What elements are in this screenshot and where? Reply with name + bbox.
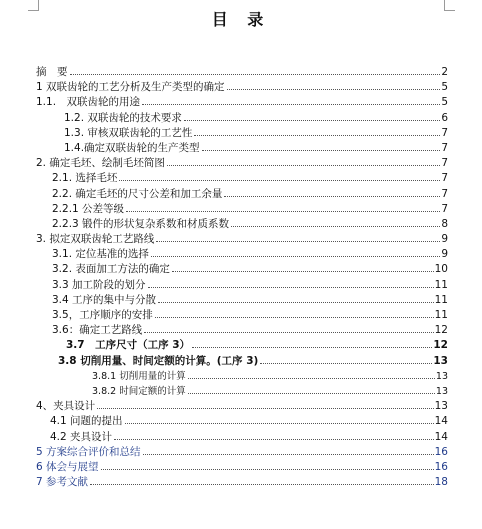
dot-leader (167, 165, 440, 166)
toc-entry[interactable] (36, 140, 448, 155)
toc-entry-page-number: 16 (434, 460, 448, 473)
toc-entry[interactable] (36, 474, 448, 489)
dot-leader (172, 271, 434, 272)
table-of-contents (36, 64, 448, 489)
toc-entry-page-number: 9 (441, 233, 448, 246)
toc-entry-label: 2.2.1 公差等级 (52, 202, 125, 215)
toc-entry-label: 3. 拟定双联齿轮工艺路线 (36, 233, 155, 246)
toc-entry-label: 1.3. 审核双联齿轮的工艺性 (64, 126, 193, 139)
toc-entry[interactable] (36, 155, 448, 170)
dot-leader (158, 302, 434, 303)
toc-entry-label: 1 双联齿轮的工艺分析及生产类型的确定 (36, 81, 225, 94)
toc-entry[interactable] (36, 170, 448, 185)
toc-entry-page-number: 10 (434, 263, 448, 276)
toc-entry[interactable] (36, 216, 448, 231)
dot-leader (144, 332, 433, 333)
toc-entry-label: 2.2. 确定毛坯的尺寸公差和加工余量 (52, 187, 223, 200)
toc-entry-label: 摘 要 (36, 66, 68, 78)
toc-entry[interactable] (36, 322, 448, 337)
dot-leader (231, 226, 440, 227)
toc-entry-page-number: 13 (435, 385, 448, 397)
toc-entry-label: 1.2. 双联齿轮的技术要求 (64, 111, 182, 124)
dot-leader (151, 256, 440, 257)
toc-entry[interactable] (36, 261, 448, 276)
toc-entry-label: 2.1. 选择毛坯 (52, 172, 118, 185)
toc-entry[interactable] (36, 94, 448, 109)
toc-entry[interactable] (36, 413, 448, 428)
dot-leader (119, 180, 440, 181)
toc-entry-label: 3.7 工序尺寸（工序 3） (66, 339, 191, 352)
dot-leader (188, 378, 435, 379)
dot-leader (101, 469, 434, 470)
toc-entry-page-number: 7 (441, 202, 448, 215)
toc-entry[interactable] (36, 459, 448, 474)
toc-entry-page-number: 13 (435, 370, 448, 382)
toc-entry-page-number: 13 (433, 354, 448, 367)
toc-entry-label: 2.2.3 锻件的形状复杂系数和材质系数 (52, 217, 230, 230)
dot-leader (148, 287, 434, 288)
toc-entry-page-number: 14 (434, 430, 448, 443)
toc-entry[interactable] (36, 398, 448, 413)
dot-leader (260, 363, 432, 364)
toc-entry[interactable] (36, 246, 448, 261)
toc-entry-label: 7 参考文献 (36, 476, 89, 489)
dot-leader (142, 104, 440, 105)
dot-leader (194, 135, 440, 136)
toc-entry-page-number: 12 (433, 339, 448, 352)
dot-leader (125, 423, 434, 424)
toc-entry[interactable] (36, 231, 448, 246)
toc-entry-page-number: 7 (441, 157, 448, 170)
toc-entry[interactable] (36, 201, 448, 216)
toc-entry-label: 1.4.确定双联齿轮的生产类型 (64, 141, 200, 154)
toc-entry-page-number: 11 (434, 293, 448, 306)
dot-leader (202, 150, 441, 151)
toc-title: 目 录 (211, 10, 271, 29)
toc-entry[interactable] (36, 110, 448, 125)
toc-entry-page-number: 12 (434, 324, 448, 337)
toc-entry[interactable] (36, 277, 448, 292)
toc-entry-page-number: 9 (441, 248, 448, 261)
toc-entry-label: 3.8.1 切削用量的计算 (92, 370, 186, 382)
toc-entry-page-number: 2 (441, 66, 448, 78)
dot-leader (143, 454, 434, 455)
toc-entry[interactable] (36, 292, 448, 307)
dot-leader (224, 196, 440, 197)
toc-entry-label: 6 体会与展望 (36, 460, 99, 473)
toc-entry-label: 3.5，工序顺序的安排 (52, 309, 153, 321)
toc-entry-label: 3.6：确定工艺路线 (52, 324, 143, 337)
dot-leader (188, 393, 435, 394)
toc-entry-page-number: 13 (434, 400, 448, 413)
toc-entry-page-number: 7 (441, 172, 448, 185)
toc-entry-label: 3.4 工序的集中与分散 (52, 293, 157, 306)
dot-leader (227, 89, 441, 90)
toc-entry[interactable] (36, 125, 448, 140)
toc-entry[interactable] (36, 186, 448, 201)
toc-entry-page-number: 7 (441, 187, 448, 200)
toc-entry[interactable] (36, 429, 448, 444)
dot-leader (70, 74, 441, 75)
toc-entry-label: 5 方案综合评价和总结 (36, 445, 141, 458)
dot-leader (90, 484, 434, 485)
toc-entry[interactable] (36, 368, 448, 383)
toc-entry-label: 4.1 问题的提出 (50, 415, 123, 428)
toc-entry-page-number: 18 (434, 476, 448, 489)
toc-entry[interactable] (36, 64, 448, 79)
toc-entry[interactable] (36, 307, 448, 322)
toc-entry-page-number: 14 (434, 415, 448, 428)
toc-entry-page-number: 8 (441, 217, 448, 230)
toc-entry-label: 3.8 切削用量、时间定额的计算。(工序 3) (58, 354, 259, 367)
toc-entry-page-number: 5 (441, 96, 448, 109)
toc-entry-page-number: 11 (434, 278, 448, 291)
toc-entry-page-number: 16 (434, 445, 448, 458)
toc-entry-label: 2. 确定毛坯、绘制毛坯简图 (36, 157, 165, 170)
toc-entry-label: 4.2 夹具设计 (50, 430, 113, 443)
toc-entry[interactable] (36, 444, 448, 459)
dot-leader (156, 241, 440, 242)
toc-entry-page-number: 5 (441, 81, 448, 94)
toc-entry-label: 3.3 加工阶段的划分 (52, 278, 146, 291)
dot-leader (126, 211, 440, 212)
toc-entry-page-number: 7 (441, 141, 448, 154)
toc-entry-label: 4、夹具设计 (36, 400, 96, 413)
dot-leader (114, 439, 434, 440)
toc-entry[interactable] (36, 79, 448, 94)
toc-entry-page-number: 6 (441, 111, 448, 124)
toc-entry[interactable] (36, 337, 448, 352)
toc-entry[interactable] (36, 353, 448, 368)
toc-entry-label: 3.1. 定位基准的选择 (52, 248, 149, 261)
toc-entry-label: 3.8.2 时间定额的计算 (92, 385, 186, 397)
toc-entry-label: 3.2. 表面加工方法的确定 (52, 263, 170, 276)
dot-leader (184, 120, 440, 121)
dot-leader (155, 317, 434, 318)
dot-leader (97, 408, 433, 409)
toc-entry-label: 1.1. 双联齿轮的用途 (36, 96, 141, 109)
toc-entry[interactable] (36, 383, 448, 398)
toc-entry-page-number: 11 (434, 309, 448, 321)
toc-entry-page-number: 7 (441, 126, 448, 139)
dot-leader (192, 347, 432, 348)
